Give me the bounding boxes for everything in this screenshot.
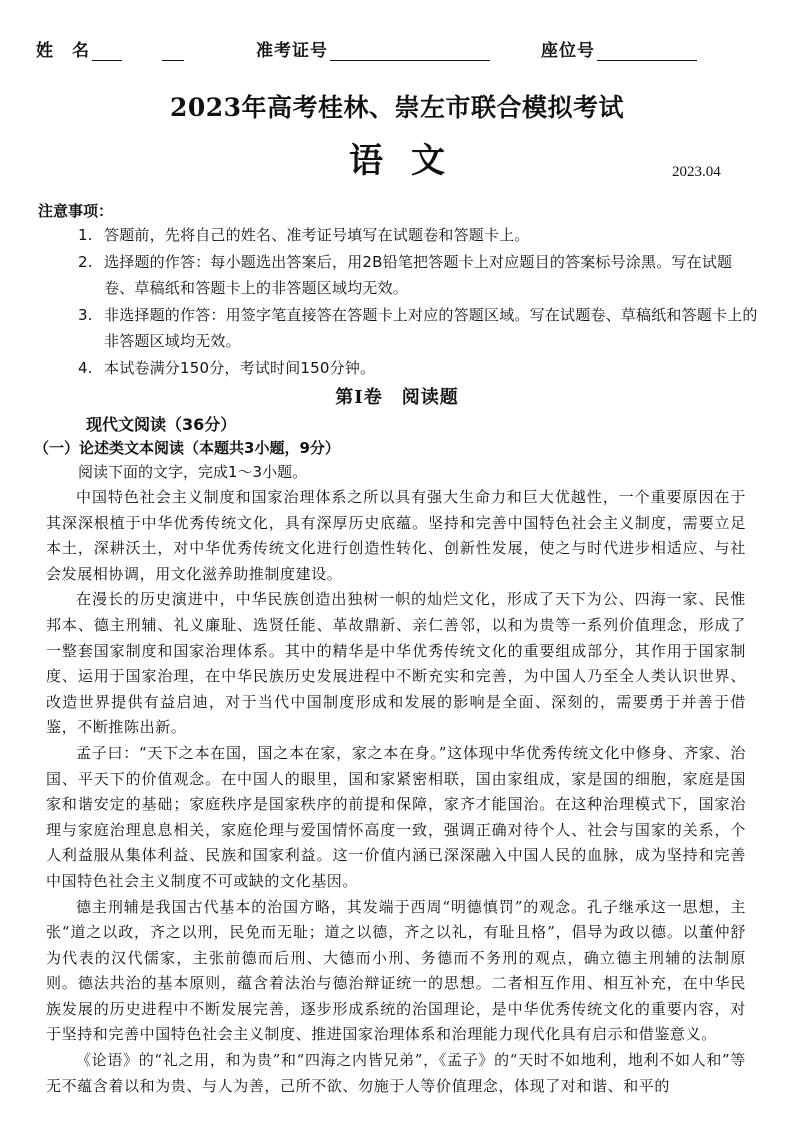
exam-number-label: 准考证号	[256, 41, 328, 61]
reading-instruction: 阅读下面的文字，完成1～3小题。	[78, 463, 308, 481]
notice-item-number: 2.	[78, 252, 93, 271]
notice-item	[78, 249, 758, 302]
notice-item-text: 选择题的作答：每小题选出答案后，用2B铅笔把答题卡上对应题目的答案标号涂黑。写在试题卷、草稿纸和答题卡上的非答题区域均无效。	[104, 252, 733, 297]
seat-number-blank[interactable]	[597, 42, 697, 61]
notice-item	[78, 302, 758, 355]
notice-list	[78, 222, 758, 381]
name-field[interactable]	[36, 36, 256, 61]
reading-subheading: 现代文阅读（36分）	[86, 415, 237, 434]
candidate-info-row	[36, 36, 756, 61]
seat-number-field[interactable]	[541, 36, 697, 61]
name-blank-2[interactable]	[162, 42, 184, 61]
notice-item-text: 本试卷满分150分，考试时间150分钟。	[104, 358, 376, 377]
notice-item	[78, 355, 758, 382]
notice-item-text: 非选择题的作答：用签字笔直接答在答题卡上对应的答题区域。写在试题卷、草稿纸和答题卡上的非答题区域均无效。	[104, 305, 758, 350]
section-title: 第Ⅰ卷 阅读题	[335, 387, 459, 408]
subject-title: 语文	[349, 141, 473, 181]
passage-paragraph: 中国特色社会主义制度和国家治理体系之所以具有强大生命力和巨大优越性，一个重要原因在于其深深根植于中华优秀传统文化，具有深厚历史底蕴。坚持和完善中国特色社会主义制度，需要立足本土，深耕沃土，对中华优秀传统文化进行创造性转化、创新性发展，使之与时代进步相适应、与社会发展相协调，用文化滋养助推制度建设。	[46, 488, 746, 583]
exam-date: 2023.04	[672, 164, 721, 180]
exam-number-field[interactable]	[256, 36, 541, 61]
part-heading: （一）论述类文本阅读（本题共3小题，9分）	[34, 439, 340, 457]
exam-number-blank[interactable]	[330, 42, 490, 61]
name-blank[interactable]	[92, 42, 122, 61]
passage-paragraph: 德主刑辅是我国古代基本的治国方略，其发端于西周“明德慎罚”的观念。孔子继承这一思想，主张“道之以政，齐之以刑，民免而无耻；道之以德，齐之以礼，有耻且格”，倡导为政以德。以董仲舒为代表的汉代儒家，主张前德而后刑、大德而小刑、务德而不务刑的观点，确立德主刑辅的法制原则。德法共治的基本原则，蕴含着法治与德治辩证统一的思想。二者相互作用、相互补充，在中华民族发展的历史进程中不断发展完善，逐步形成系统的治国理论，是中华优秀传统文化的重要内容，对于坚持和完善中国特色社会主义制度、推进国家治理体系和治理能力现代化具有启示和借鉴意义。	[46, 897, 746, 1044]
exam-title: 2023年高考桂林、崇左市联合模拟考试	[169, 93, 625, 122]
notice-heading: 注意事项：	[38, 202, 114, 220]
seat-number-label: 座位号	[541, 41, 595, 61]
notice-item-number: 4.	[78, 358, 93, 377]
notice-item-text: 答题前，先将自己的姓名、准考证号填写在试题卷和答题卡上。	[104, 226, 530, 244]
name-label: 姓 名	[36, 41, 90, 61]
passage-paragraph: 《论语》的“礼之用，和为贵”和“四海之内皆兄弟”，《孟子》的“天时不如地利，地利不如人和”等无不蕴含着以和为贵、与人为善，己所不欲、勿施于人等价值理念，体现了对和谐、和平的	[46, 1051, 746, 1095]
notice-item-number: 3.	[78, 305, 93, 324]
reading-passage	[46, 485, 746, 1099]
notice-item	[78, 222, 758, 249]
passage-paragraph: 在漫长的历史演进中，中华民族创造出独树一帜的灿烂文化，形成了天下为公、四海一家、民惟邦本、德主刑辅、礼义廉耻、选贤任能、革故鼎新、亲仁善邻，以和为贵等一系列价值理念，形成了一整套国家制度和国家治理体系。其中的精华是中华优秀传统文化的重要组成部分，其作用于国家制度、运用于国家治理，在中华民族历史发展进程中不断充实和完善，为中国人乃至全人类认识世界、改造世界提供有益启迪，对于当代中国制度形成和发展的影响是全面、深刻的，需要勇于并善于借鉴，不断推陈出新。	[46, 590, 746, 737]
notice-item-number: 1.	[78, 226, 93, 244]
passage-paragraph: 孟子曰：“天下之本在国，国之本在家，家之本在身。”这体现中华优秀传统文化中修身、齐家、治国、平天下的价值观念。在中国人的眼里，国和家紧密相联，国由家组成，家是国的细胞，家庭是国家和谐安定的基础；家庭秩序是国家秩序的前提和保障，家齐才能国治。在这种治理模式下，国家治理与家庭治理息息相关，家庭伦理与爱国情怀高度一致，强调正确对待个人、社会与国家的关系，个人利益服从集体利益、民族和国家利益。这一价值内涵已深深融入中国人民的血脉，成为坚持和完善中国特色社会主义制度不可或缺的文化基因。	[46, 743, 746, 890]
